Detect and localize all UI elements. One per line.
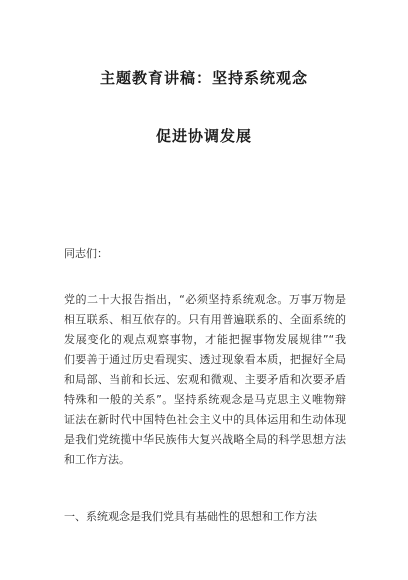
- paragraph-line: 特殊和一般的关系”。坚持系统观念是马克思主义唯物辩: [64, 393, 346, 406]
- paragraph-line: 和局部、当前和长远、宏观和微观、主要矛盾和次要矛盾: [64, 373, 346, 386]
- document-title-line-2: 促进协调发展: [155, 127, 252, 145]
- paragraph-line: 相互联系、相互依存的。只有用普遍联系的、全面系统的: [64, 313, 346, 326]
- paragraph-line: 们要善于通过历史看现实、透过现象看本质，把握好全局: [64, 353, 346, 366]
- section-heading: 一、系统观念是我们党具有基础性的思想和工作方法: [64, 510, 317, 523]
- paragraph-line: 是我们党统揽中华民族伟大复兴战略全局的科学思想方法: [64, 433, 346, 446]
- greeting: 同志们：: [64, 247, 108, 260]
- paragraph-line: 证法在新时代中国特色社会主义中的具体运用和生动体现: [64, 413, 346, 426]
- paragraph-line: 和工作方法。: [64, 453, 130, 466]
- paragraph-line: 发展变化的观点观察事物，才能把握事物发展规律”“我: [64, 333, 346, 346]
- paragraph-line: 党的二十大报告指出，“必须坚持系统观念。万事万物是: [64, 293, 346, 306]
- document-title-line-1: 主题教育讲稿：坚持系统观念: [99, 69, 308, 87]
